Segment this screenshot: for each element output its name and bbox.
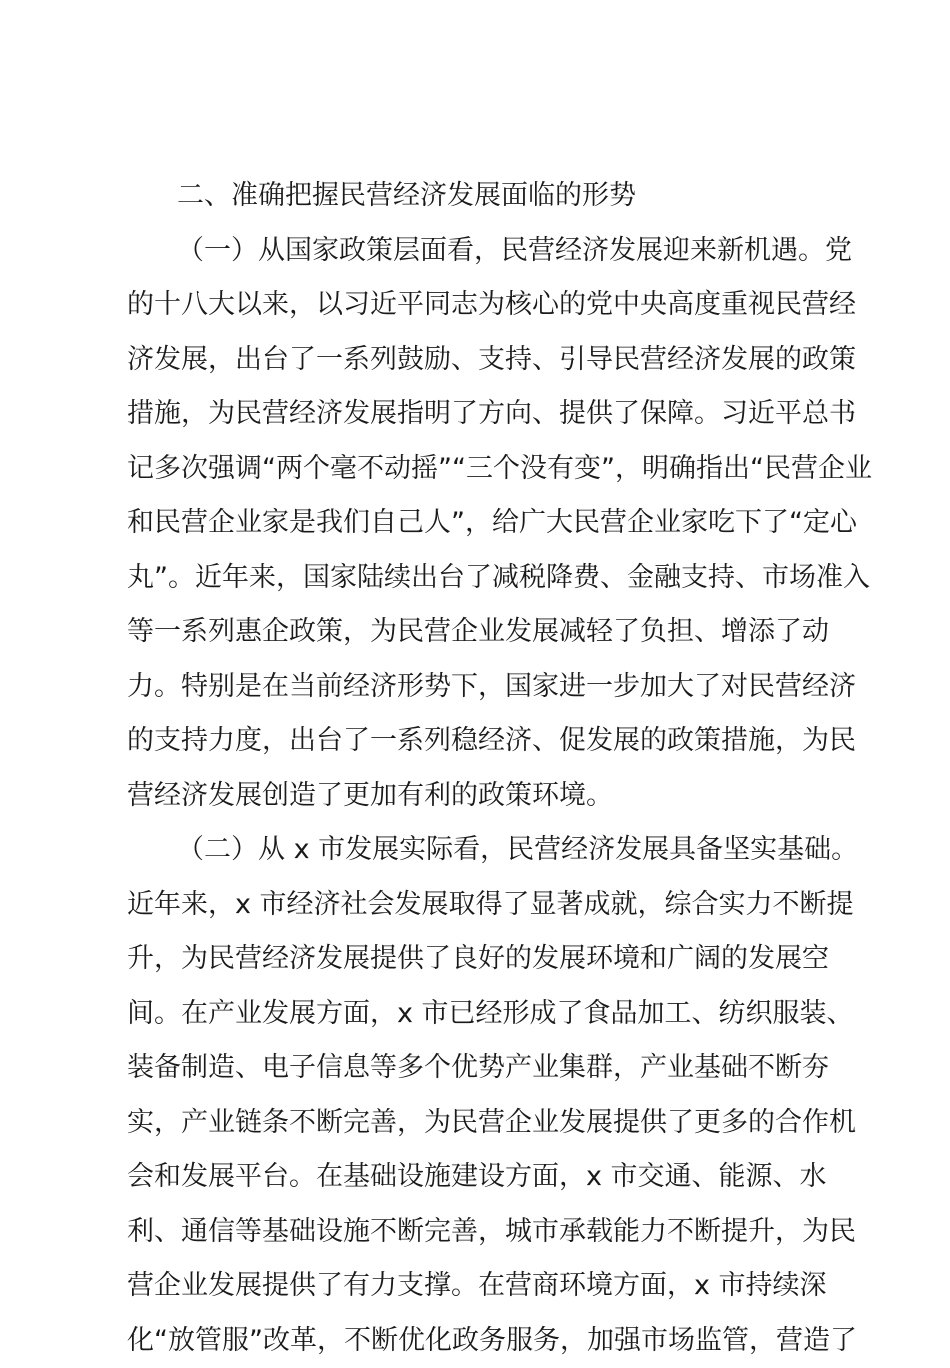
paragraph-1-line-3: 济发展，出台了一系列鼓励、支持、引导民营经济发展的政策 <box>127 333 827 388</box>
paragraph-1-line-8: 等一系列惠企政策，为民营企业发展减轻了负担、增添了动 <box>127 605 827 660</box>
paragraph-1-line-9: 力。特别是在当前经济形势下，国家进一步加大了对民营经济 <box>127 660 827 715</box>
paragraph-2-line-7: 会和发展平台。在基础设施建设方面，x 市交通、能源、水 <box>127 1150 827 1205</box>
paragraph-2-line-9: 营企业发展提供了有力支撑。在营商环境方面，x 市持续深 <box>127 1259 827 1314</box>
paragraph-2-line-4: 间。在产业发展方面，x 市已经形成了食品加工、纺织服装、 <box>127 987 827 1042</box>
paragraph-2-line-6: 实，产业链条不断完善，为民营企业发展提供了更多的合作机 <box>127 1096 827 1151</box>
document-body <box>127 169 827 1368</box>
paragraph-2-line-10: 化“放管服”改革，不断优化政务服务，加强市场监管，营造了 <box>127 1314 827 1368</box>
paragraph-2-line-8: 利、通信等基础设施不断完善，城市承载能力不断提升，为民 <box>127 1205 827 1260</box>
paragraph-2-line-1: （二）从 x 市发展实际看，民营经济发展具备坚实基础。 <box>127 823 827 878</box>
section-heading: 二、准确把握民营经济发展面临的形势 <box>127 169 827 224</box>
paragraph-1-line-2: 的十八大以来，以习近平同志为核心的党中央高度重视民营经 <box>127 278 827 333</box>
paragraph-2-line-3: 升，为民营经济发展提供了良好的发展环境和广阔的发展空 <box>127 932 827 987</box>
paragraph-1-line-5: 记多次强调“两个毫不动摇”“三个没有变”，明确指出“民营企业 <box>127 442 827 497</box>
paragraph-1-line-11: 营经济发展创造了更加有利的政策环境。 <box>127 769 827 824</box>
paragraph-1-line-4: 措施，为民营经济发展指明了方向、提供了保障。习近平总书 <box>127 387 827 442</box>
paragraph-1-line-7: 丸”。近年来，国家陆续出台了减税降费、金融支持、市场准入 <box>127 551 827 606</box>
paragraph-2-line-5: 装备制造、电子信息等多个优势产业集群，产业基础不断夯 <box>127 1041 827 1096</box>
paragraph-1-line-1: （一）从国家政策层面看，民营经济发展迎来新机遇。党 <box>127 224 827 279</box>
paragraph-1-line-10: 的支持力度，出台了一系列稳经济、促发展的政策措施，为民 <box>127 714 827 769</box>
paragraph-1-line-6: 和民营企业家是我们自己人”，给广大民营企业家吃下了“定心 <box>127 496 827 551</box>
paragraph-2-line-2: 近年来，x 市经济社会发展取得了显著成就，综合实力不断提 <box>127 878 827 933</box>
